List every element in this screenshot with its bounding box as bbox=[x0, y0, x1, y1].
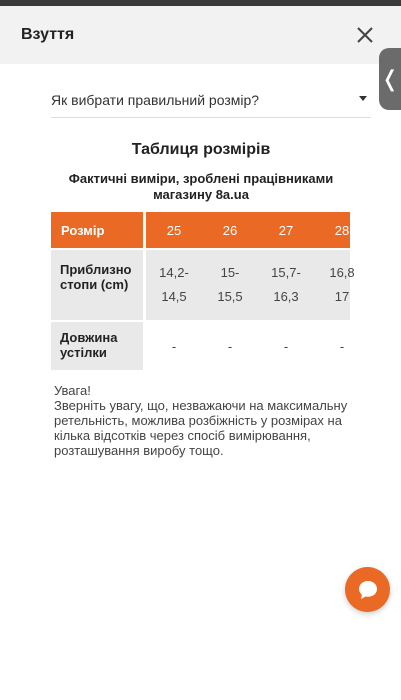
table-row-insole-length bbox=[51, 322, 350, 370]
chat-bubble-icon bbox=[357, 579, 379, 601]
foot-length-cell: 15,7- 16,3 bbox=[271, 265, 301, 304]
accordion-label: Як вибрати правильний розмір? bbox=[51, 91, 260, 108]
chat-button[interactable] bbox=[345, 567, 390, 612]
chevron-down-icon bbox=[359, 96, 367, 101]
insole-length-cell: - bbox=[283, 338, 289, 354]
note-title: Увага! bbox=[54, 383, 91, 398]
insole-length-cell: - bbox=[227, 338, 233, 354]
insole-length-cell: - bbox=[171, 338, 177, 354]
close-button[interactable] bbox=[355, 25, 375, 45]
foot-length-cell: 14,2- 14,5 bbox=[159, 265, 189, 304]
modal-header bbox=[0, 6, 401, 64]
chevron-left-icon: ❬ bbox=[380, 66, 400, 91]
table-title: Таблиця розмірів bbox=[131, 141, 271, 158]
size-guide-accordion[interactable] bbox=[51, 82, 371, 118]
size-cell: 27 bbox=[278, 222, 294, 238]
size-note bbox=[54, 383, 354, 458]
table-header-row bbox=[51, 212, 350, 248]
side-panel-tab[interactable] bbox=[379, 48, 401, 110]
header-label-cell: Розмір bbox=[51, 212, 143, 248]
insole-length-label: Довжина устілки bbox=[51, 322, 143, 370]
modal-title: Взуття bbox=[21, 26, 75, 43]
foot-length-label: Приблизно стопи (cm) bbox=[51, 250, 143, 320]
size-cell: 28 bbox=[334, 222, 350, 238]
size-table bbox=[51, 212, 355, 372]
close-icon bbox=[355, 25, 375, 45]
insole-length-cell: - bbox=[339, 338, 345, 354]
table-subtitle: Фактичні виміри, зроблені працівниками магазину 8a.ua bbox=[68, 171, 334, 202]
note-text: Зверніть увагу, що, незважаючи на максимальну ретельність, можлива розбіжність у розмірах на кілька відсотків через спосіб вимірювання, розташування виробу тощо. bbox=[54, 398, 348, 458]
size-cell: 25 bbox=[166, 222, 182, 238]
size-cell: 26 bbox=[222, 222, 238, 238]
table-row-foot-length bbox=[51, 250, 355, 320]
foot-length-cell: 15- 15,5 bbox=[217, 265, 243, 304]
foot-length-cell: 16,8 17 bbox=[329, 265, 355, 304]
